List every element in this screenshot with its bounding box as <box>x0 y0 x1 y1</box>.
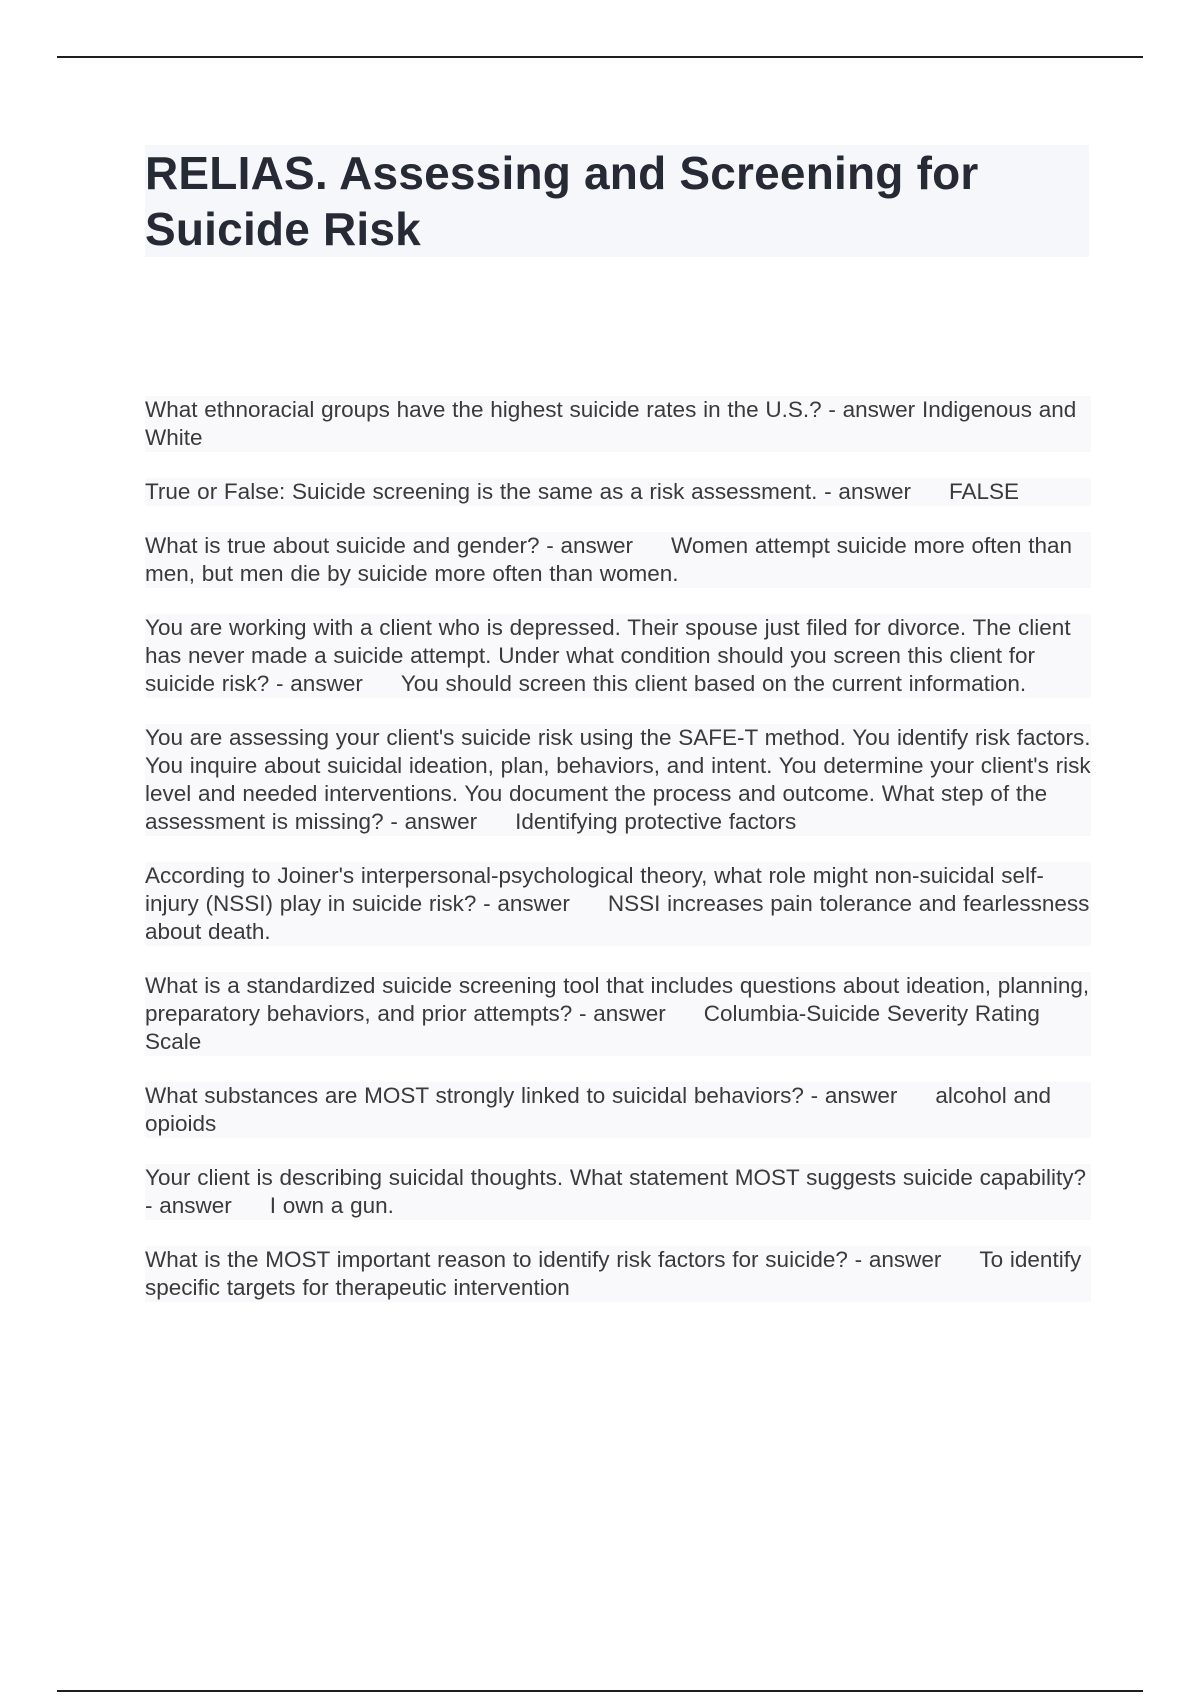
question-text: What is the MOST important reason to identify risk factors for suicide? - answer <box>145 1247 942 1272</box>
title-block <box>145 145 1089 257</box>
top-rule <box>57 56 1143 58</box>
answer-text: Women attempt suicide more often than men, but men die by suicide more often than women. <box>145 533 1073 586</box>
answer-text: To identify specific targets for therapeutic intervention <box>145 1247 1082 1300</box>
question-text: You are assessing your client's suicide risk using the SAFE-T method. You identify risk factors. You inquire about suicidal ideation, plan, behaviors, and intent. You determine your client's risk level and needed interventions. You document the process and outcome. What step of the assessment is missing? - answer <box>145 725 1091 834</box>
answer-text: I own a gun. <box>269 1193 394 1218</box>
qa-item <box>145 972 1091 1056</box>
qa-item <box>145 1164 1091 1220</box>
qa-item <box>145 478 1091 506</box>
qa-item <box>145 614 1091 698</box>
answer-text: You should screen this client based on the current information. <box>400 671 1027 696</box>
qa-item <box>145 532 1091 588</box>
answer-text: Columbia-Suicide Severity Rating Scale <box>145 1001 1040 1054</box>
question-text: True or False: Suicide screening is the same as a risk assessment. - answer <box>145 479 911 504</box>
answer-text: alcohol and opioids <box>145 1083 1052 1136</box>
question-text: What ethnoracial groups have the highest suicide rates in the U.S.? - answer <box>145 397 916 422</box>
answer-text: FALSE <box>948 479 1020 504</box>
question-text: Your client is describing suicidal thoughts. What statement MOST suggests suicide capability? - answer <box>145 1165 1086 1218</box>
question-text: What substances are MOST strongly linked to suicidal behaviors? - answer <box>145 1083 898 1108</box>
qa-item <box>145 1082 1091 1138</box>
qa-list <box>145 396 1091 1328</box>
page-title: RELIAS. Assessing and Screening for Suicide Risk <box>145 147 979 255</box>
answer-text: Identifying protective factors <box>515 809 797 834</box>
question-text: You are working with a client who is depressed. Their spouse just filed for divorce. The client has never made a suicide attempt. Under what condition should you screen this client for suicide risk? - answer <box>145 615 1071 696</box>
qa-item <box>145 724 1091 836</box>
answer-text: NSSI increases pain tolerance and fearlessness about death. <box>145 891 1090 944</box>
bottom-rule <box>57 1690 1143 1692</box>
question-text: What is true about suicide and gender? - answer <box>145 533 634 558</box>
qa-item <box>145 396 1091 452</box>
qa-item <box>145 862 1091 946</box>
answer-text: Indigenous and White <box>145 397 1077 450</box>
question-text: What is a standardized suicide screening tool that includes questions about ideation, planning, preparatory behaviors, and prior attempts? - answer <box>145 973 1090 1026</box>
question-text: According to Joiner's interpersonal-psychological theory, what role might non-suicidal self-injury (NSSI) play in suicide risk? - answer <box>145 863 1044 916</box>
qa-item <box>145 1246 1091 1302</box>
